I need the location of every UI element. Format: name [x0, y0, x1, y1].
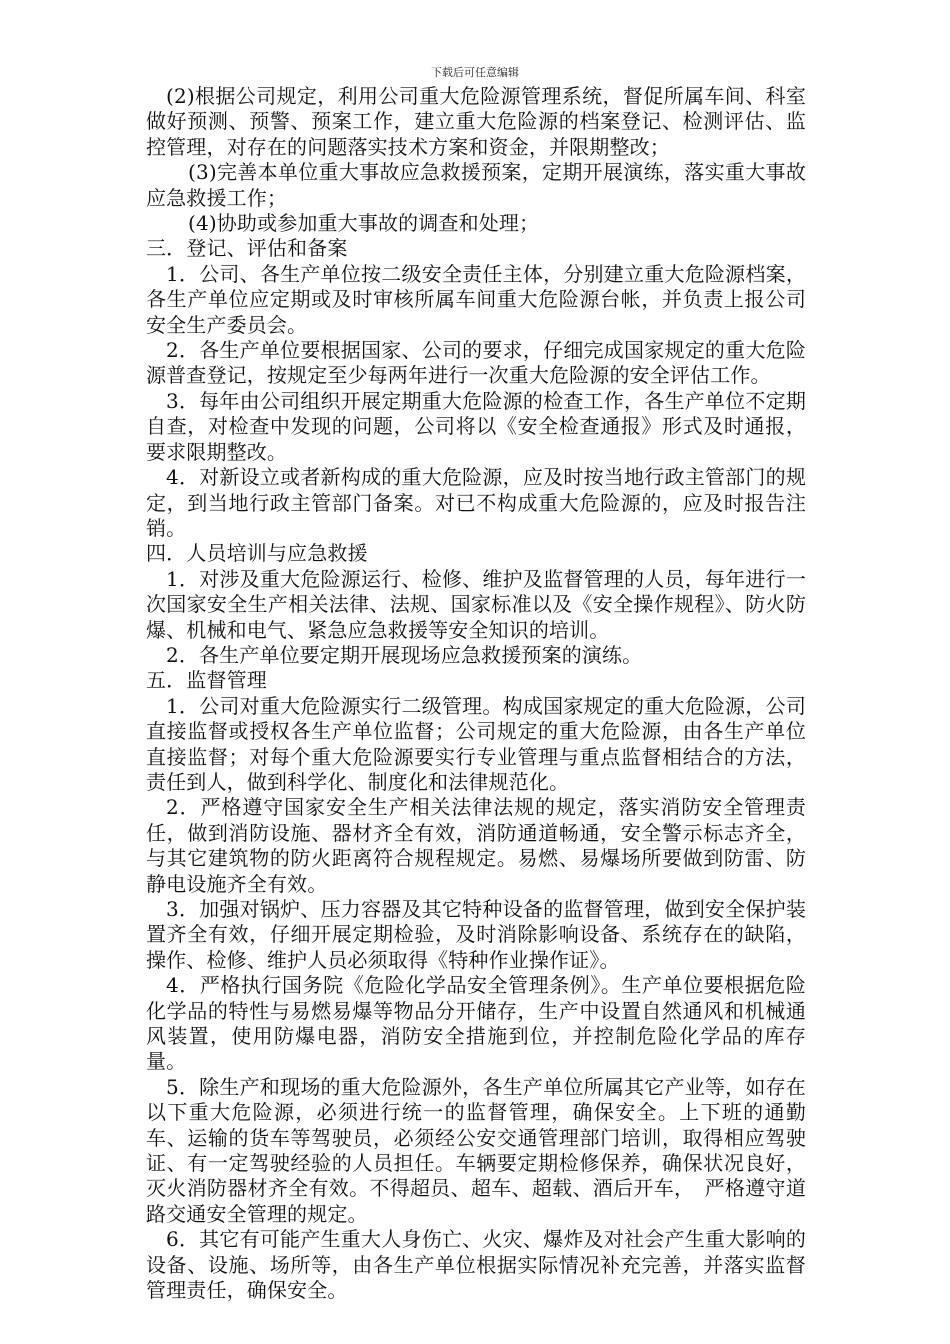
paragraph: (4)协助或参加重大事故的调查和处理； [188, 211, 540, 236]
section-heading: 三．登记、评估和备案 [146, 236, 348, 261]
section-heading: 四．人员培训与应急救援 [146, 541, 368, 566]
document-body [146, 84, 806, 1304]
paragraph: 3．每年由公司组织开展定期重大危险源的检查工作，各生产单位不定期自查，对检查中发现的问题，公司将以《安全检查通报》形式及时通报，要求限期整改。 [146, 388, 806, 464]
paragraph: 5．除生产和现场的重大危险源外，各生产单位所属其它产业等，如存在以下重大危险源，必须进行统一的监督管理，确保安全。上下班的通勤车、运输的货车等驾驶员，必须经公安交通管理部门培训，取得相应驾驶证、有一定驾驶经验的人员担任。车辆要定期检修保养，确保状况良好，灭火消防器材齐全有效。不得超员、超车、超载、酒后开车， 严格遵守道路交通安全管理的规定。 [146, 1074, 806, 1226]
paragraph: 2．各生产单位要定期开展现场应急救援预案的演练。 [166, 642, 643, 667]
paragraph: 6．其它有可能产生重大人身伤亡、火灾、爆炸及对社会产生重大影响的设备、设施、场所等，由各生产单位根据实际情况补充完善，并落实监督管理责任，确保安全。 [146, 1227, 806, 1303]
section-heading: 五．监督管理 [146, 668, 267, 693]
paragraph: (3)完善本单位重大事故应急救援预案，定期开展演练，落实重大事故应急救援工作； [146, 160, 806, 210]
paragraph: 1．对涉及重大危险源运行、检修、维护及监督管理的人员，每年进行一次国家安全生产相关法律、法规、国家标准以及《安全操作规程》、防火防爆、机械和电气、紧急应急救援等安全知识的培训。 [146, 566, 806, 642]
paragraph: 2．各生产单位要根据国家、公司的要求，仔细完成国家规定的重大危险源普查登记，按规定至少每两年进行一次重大危险源的安全评估工作。 [146, 338, 806, 388]
paragraph: 3．加强对锅炉、压力容器及其它特种设备的监督管理，做到安全保护装置齐全有效，仔细开展定期检验，及时消除影响设备、系统存在的缺陷，操作、检修、维护人员必须取得《特种作业操作证》。 [146, 897, 806, 972]
paragraph: 4．严格执行国务院《危险化学品安全管理条例》。生产单位要根据危险化学品的特性与易燃易爆等物品分开储存，生产中设置自然通风和机械通风装置，使用防爆电器，消防安全措施到位，并控制危险化学品的库存量。 [146, 973, 806, 1074]
paragraph: 4．对新设立或者新构成的重大危险源，应及时按当地行政主管部门的规定，到当地行政主管部门备案。对已不构成重大危险源的，应及时报告注销。 [146, 465, 806, 540]
paragraph: 2．严格遵守国家安全生产相关法律法规的规定，落实消防安全管理责任，做到消防设施、器材齐全有效，消防通道畅通，安全警示标志齐全，与其它建筑物的防火距离符合规程规定。易燃、易爆场所要做到防雷、防静电设施齐全有效。 [146, 795, 806, 896]
paragraph: 1．公司、各生产单位按二级安全责任主体，分别建立重大危险源档案，各生产单位应定期或及时审核所属车间重大危险源台帐，并负责上报公司安全生产委员会。 [146, 261, 806, 337]
paragraph: (2)根据公司规定，利用公司重大危险源管理系统，督促所属车间、科室做好预测、预警、预案工作，建立重大危险源的档案登记、检测评估、监控管理，对存在的问题落实技术方案和资金，并限期整改； [146, 84, 806, 159]
paragraph: 1．公司对重大危险源实行二级管理。构成国家规定的重大危险源，公司直接监督或授权各生产单位监督；公司规定的重大危险源，由各生产单位直接监督；对每个重大危险源要实行专业管理与重点监督相结合的方法，责任到人，做到科学化、制度化和法律规范化。 [146, 693, 806, 794]
page-header: 下载后可任意编辑 [431, 66, 519, 79]
